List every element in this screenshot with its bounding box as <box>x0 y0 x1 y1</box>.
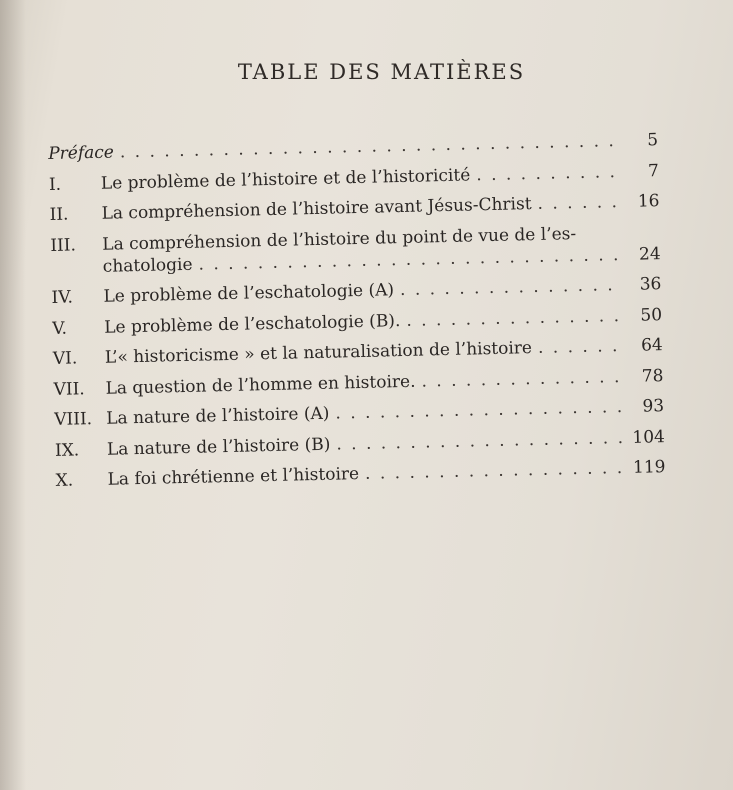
toc-entry-label: La compréhension de l’histoire avant Jésus-Christ <box>101 194 532 224</box>
dot-leader <box>359 457 626 485</box>
page-title: TABLE DES MATIÈRES <box>237 60 526 84</box>
toc-chapter-number: IX. <box>54 439 80 461</box>
toc-page-number: 50 <box>640 304 663 326</box>
toc-entry-label: La foi chrétienne et l’histoire <box>107 464 360 490</box>
toc-page-number: 104 <box>632 426 666 448</box>
dot-leader <box>114 130 619 163</box>
toc-page-number: 5 <box>647 130 659 151</box>
toc-entry-label: Le problème de l’histoire et de l’historicité <box>100 164 471 194</box>
toc-entry-9 <box>55 426 665 462</box>
gutter-shadow <box>0 0 26 790</box>
toc-page-number: 36 <box>639 274 662 295</box>
toc-chapter-number: IV. <box>51 287 74 308</box>
toc-chapter-number: I. <box>48 174 62 195</box>
toc-page-number: 119 <box>632 457 666 478</box>
toc-entry-2 <box>49 190 659 226</box>
dot-leader <box>400 305 622 332</box>
toc-page-number: 78 <box>641 365 664 387</box>
toc-entry-label: La question de l’homme en histoire. <box>105 371 416 399</box>
toc-chapter-number: V. <box>51 318 68 339</box>
toc-page-number: 24 <box>638 243 661 265</box>
dot-leader <box>415 366 623 393</box>
toc-entry-10 <box>55 456 665 492</box>
toc-entry-label-line1: La compréhension de l’histoire du point de vue de l’es- <box>102 223 577 255</box>
toc-chapter-number: VI. <box>52 348 78 369</box>
toc-entry-label: La nature de l’histoire (A) <box>106 403 330 429</box>
toc-page-number: 64 <box>640 335 663 356</box>
toc-entry-label: Préface <box>48 142 115 164</box>
toc-chapter-number: X. <box>55 470 74 491</box>
dot-leader <box>470 161 619 186</box>
toc-entry-8 <box>54 395 664 431</box>
dot-leader <box>532 335 623 359</box>
toc-chapter-number: VIII. <box>54 409 93 430</box>
dot-leader <box>329 396 624 425</box>
toc-entry-5 <box>52 304 662 340</box>
toc-entry-7 <box>53 365 663 401</box>
dot-leader <box>531 191 619 215</box>
toc-chapter-number: VII. <box>53 378 85 400</box>
table-of-contents <box>48 129 666 500</box>
dot-leader <box>394 274 622 301</box>
toc-entry-4 <box>51 273 661 309</box>
toc-entry-1 <box>49 160 659 196</box>
toc-entry-label: La nature de l’histoire (B) <box>106 434 331 460</box>
toc-entry-6 <box>53 334 663 370</box>
toc-entry-label-line2: chatologie <box>102 254 193 277</box>
toc-chapter-number: III. <box>50 234 77 256</box>
toc-chapter-number: II. <box>49 204 69 225</box>
toc-page-number: 93 <box>642 396 665 417</box>
dot-leader <box>330 426 625 455</box>
toc-entry-label: Le problème de l’eschatologie (B). <box>103 310 401 338</box>
toc-entry-label: L’« historicisme » et la naturalisation de l’histoire <box>104 338 533 368</box>
toc-entry-label: Le problème de l’eschatologie (A) <box>103 280 395 307</box>
toc-entry-3 <box>50 221 661 279</box>
toc-page-number: 7 <box>647 160 660 181</box>
toc-page-number: 16 <box>637 191 660 212</box>
toc-entry-preface <box>48 129 658 165</box>
